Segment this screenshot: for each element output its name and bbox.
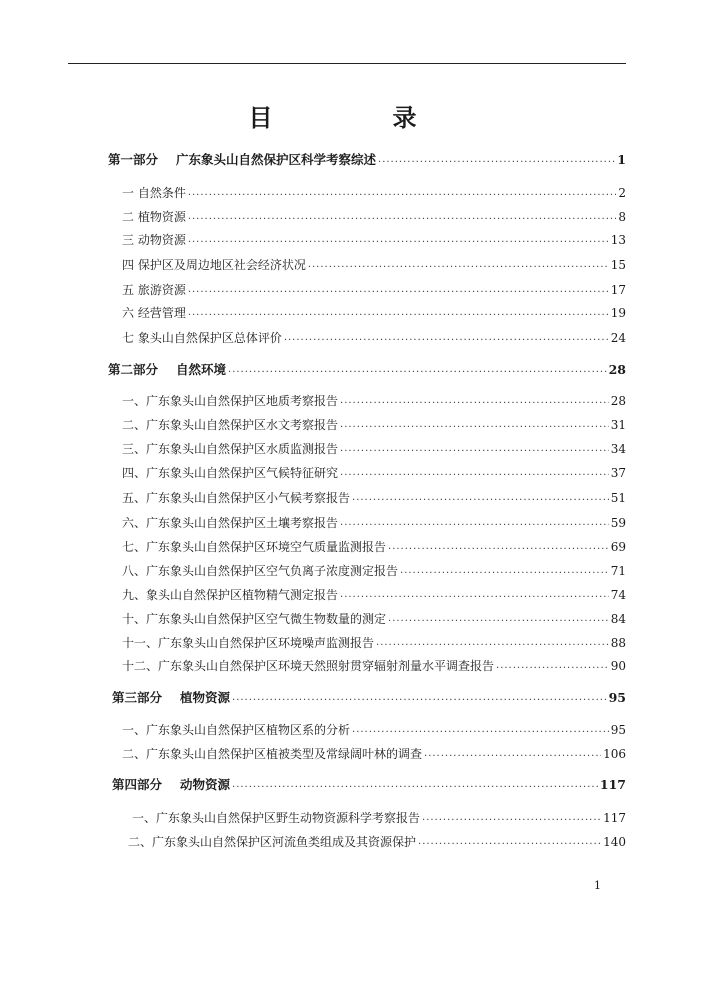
toc-page-number: 8	[618, 210, 626, 224]
toc-leader-dots	[232, 690, 607, 706]
toc-leader-dots	[418, 834, 601, 850]
toc-item[interactable]	[122, 417, 626, 433]
toc-page-number: 15	[610, 258, 626, 272]
toc-leader-dots	[400, 563, 609, 579]
toc-leader-dots	[188, 209, 617, 225]
toc-leader-dots	[352, 490, 609, 506]
toc-leader-dots	[340, 465, 609, 481]
toc-leader-dots	[308, 257, 609, 273]
toc-item-label: 一、广东象头山自然保护区野生动物资源科学考察报告	[132, 811, 421, 825]
toc-page-number: 106	[603, 747, 626, 761]
toc-item-label: 五、广东象头山自然保护区小气候考察报告	[122, 491, 351, 505]
toc-leader-dots	[188, 305, 609, 321]
toc-page-number: 140	[603, 835, 626, 849]
toc-part-title: 植物资源	[180, 690, 231, 705]
toc-page-number: 117	[599, 777, 626, 792]
toc-item[interactable]	[122, 746, 626, 762]
toc-item[interactable]	[122, 490, 626, 506]
toc-leader-dots	[340, 393, 609, 409]
toc-item-label: 八、广东象头山自然保护区空气负离子浓度测定报告	[122, 564, 399, 578]
toc-item-label: 六、广东象头山自然保护区土壤考察报告	[122, 516, 339, 530]
toc-item-label: 二、广东象头山自然保护区水文考察报告	[122, 418, 339, 432]
toc-page-number: 59	[610, 516, 626, 530]
toc-item[interactable]	[122, 232, 626, 248]
toc-part-1[interactable]	[108, 152, 626, 168]
toc-item[interactable]	[122, 587, 626, 603]
toc-item-label: 五 旅游资源	[122, 283, 186, 297]
toc-item-label: 六 经营管理	[122, 306, 186, 320]
toc-item[interactable]	[122, 257, 626, 273]
toc-item-label: 三 动物资源	[122, 233, 186, 247]
toc-item-label: 十二、广东象头山自然保护区环境天然照射贯穿辐射剂量水平调查报告	[122, 659, 495, 673]
toc-item-label: 四 保护区及周边地区社会经济状况	[122, 258, 306, 272]
toc-page-number: 28	[608, 362, 626, 377]
toc-page-number: 88	[610, 636, 626, 650]
toc-page-number: 95	[610, 723, 626, 737]
toc-part-3[interactable]	[112, 690, 626, 706]
toc-item-label: 一 自然条件	[122, 186, 186, 200]
toc-part-4[interactable]	[112, 777, 626, 793]
toc-item[interactable]	[122, 722, 626, 738]
toc-item[interactable]	[122, 515, 626, 531]
toc-item[interactable]	[122, 305, 626, 321]
toc-item-label: 三、广东象头山自然保护区水质监测报告	[122, 442, 339, 456]
toc-leader-dots	[340, 587, 609, 603]
toc-item[interactable]	[122, 209, 626, 225]
toc-item[interactable]	[122, 282, 626, 298]
toc-page-number: 84	[610, 612, 626, 626]
toc-item-label: 一、广东象头山自然保护区地质考察报告	[122, 394, 339, 408]
toc-item-label: 七 象头山自然保护区总体评价	[122, 331, 282, 345]
toc-item-label: 一、广东象头山自然保护区植物区系的分析	[122, 723, 351, 737]
toc-leader-dots	[388, 611, 609, 627]
page-title: 目 录	[248, 104, 465, 132]
toc-item[interactable]	[122, 611, 626, 627]
toc-leader-dots	[232, 777, 598, 793]
toc-item-label: 九、象头山自然保护区植物精气测定报告	[122, 588, 339, 602]
toc-leader-dots	[188, 232, 609, 248]
toc-leader-dots	[188, 282, 609, 298]
toc-page-number: 31	[610, 418, 626, 432]
toc-leader-dots	[376, 635, 609, 651]
toc-page-number: 1	[617, 152, 626, 167]
toc-part-number: 第一部分	[108, 152, 159, 167]
toc-item-label: 二、广东象头山自然保护区植被类型及常绿阔叶林的调查	[122, 747, 423, 761]
toc-page-number: 37	[610, 466, 626, 480]
toc-page-number: 24	[610, 331, 626, 345]
toc-item[interactable]	[122, 185, 626, 201]
toc-item-label: 二、广东象头山自然保护区河流鱼类组成及其资源保护	[128, 835, 417, 849]
toc-item[interactable]	[122, 465, 626, 481]
toc-item[interactable]	[122, 635, 626, 651]
toc-item[interactable]	[128, 834, 626, 850]
toc-item[interactable]	[122, 330, 626, 346]
toc-page-number: 117	[603, 811, 626, 825]
toc-part-number: 第二部分	[108, 362, 159, 377]
toc-leader-dots	[424, 746, 601, 762]
toc-page-number: 17	[610, 283, 626, 297]
toc-item[interactable]	[122, 539, 626, 555]
toc-item[interactable]	[122, 563, 626, 579]
toc-page-number: 19	[610, 306, 626, 320]
toc-item-label: 十、广东象头山自然保护区空气微生物数量的测定	[122, 612, 387, 626]
toc-page-number: 69	[610, 540, 626, 554]
toc-part-number: 第三部分	[112, 690, 163, 705]
toc-page-number: 95	[608, 690, 626, 705]
toc-leader-dots	[228, 362, 607, 378]
toc-leader-dots	[340, 441, 609, 457]
toc-leader-dots	[340, 515, 609, 531]
toc-part-title: 动物资源	[180, 777, 231, 792]
toc-page-number: 74	[610, 588, 626, 602]
toc-page-number: 90	[610, 659, 626, 673]
toc-leader-dots	[388, 539, 609, 555]
toc-leader-dots	[378, 152, 615, 168]
toc-page-number: 71	[610, 564, 626, 578]
top-rule	[68, 63, 626, 64]
toc-leader-dots	[422, 810, 601, 826]
toc-item-label: 十一、广东象头山自然保护区环境噪声监测报告	[122, 636, 375, 650]
toc-page-number: 28	[610, 394, 626, 408]
toc-part-number: 第四部分	[112, 777, 163, 792]
toc-item-label: 四、广东象头山自然保护区气候特征研究	[122, 466, 339, 480]
toc-page-number: 34	[610, 442, 626, 456]
toc-part-2[interactable]	[108, 362, 626, 378]
toc-page-number: 2	[618, 186, 626, 200]
toc-item-label: 二 植物资源	[122, 210, 186, 224]
toc-leader-dots	[496, 658, 609, 674]
toc-item-label: 七、广东象头山自然保护区环境空气质量监测报告	[122, 540, 387, 554]
toc-leader-dots	[284, 330, 609, 346]
toc-page-number: 13	[610, 233, 626, 247]
page-number: 1	[594, 879, 601, 892]
toc-item[interactable]	[132, 810, 626, 826]
toc-part-title: 自然环境	[176, 362, 227, 377]
toc-item[interactable]	[122, 393, 626, 409]
toc-leader-dots	[352, 722, 609, 738]
toc-leader-dots	[340, 417, 609, 433]
toc-item[interactable]	[122, 658, 626, 674]
toc-item[interactable]	[122, 441, 626, 457]
toc-page-number: 51	[610, 491, 626, 505]
toc-part-title: 广东象头山自然保护区科学考察综述	[176, 152, 377, 167]
toc-leader-dots	[188, 185, 617, 201]
